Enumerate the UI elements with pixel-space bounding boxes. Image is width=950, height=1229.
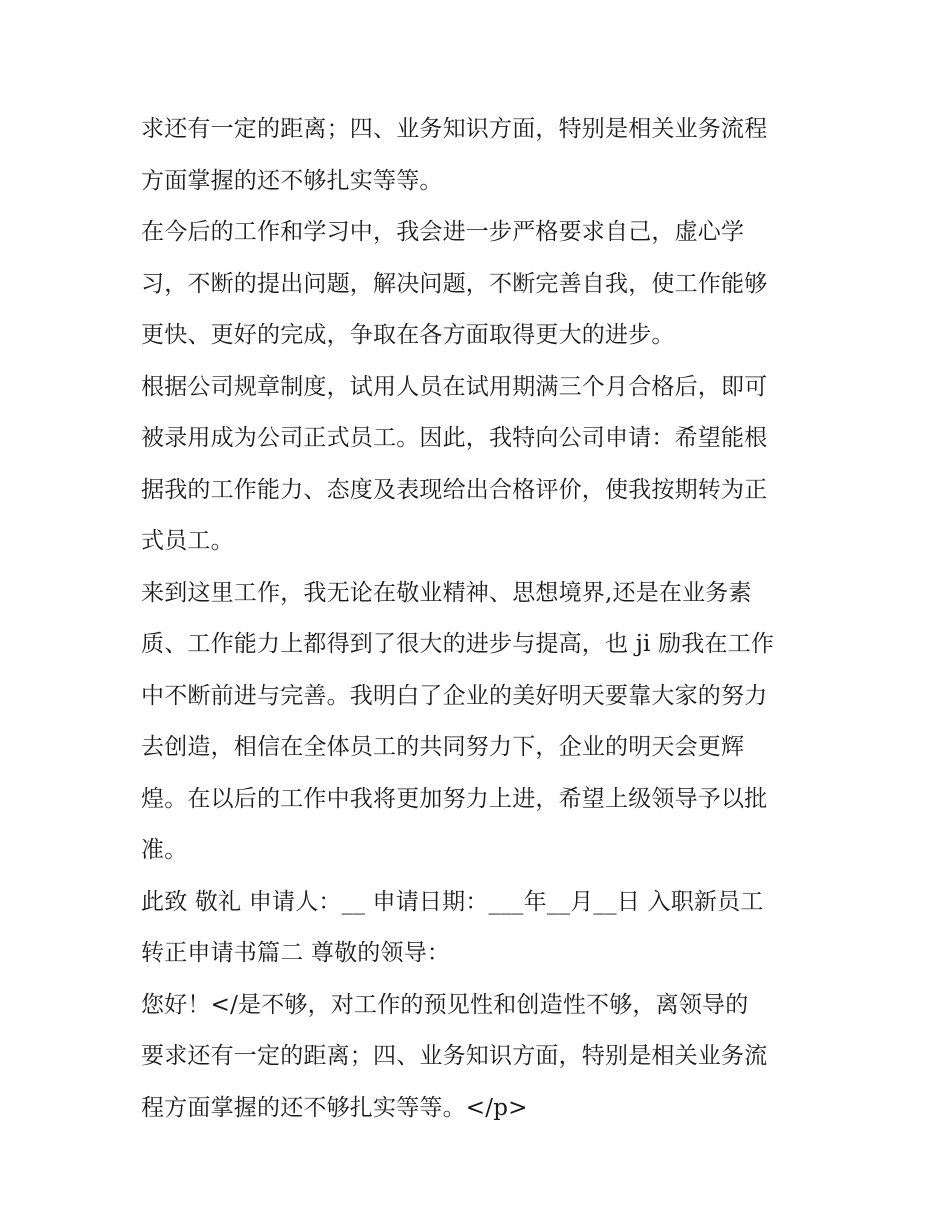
text-line: 去创造，相信在全体员工的共同努力下，企业的明天会更辉 bbox=[141, 734, 745, 760]
text-line: 要求还有一定的距离；四、业务知识方面，特别是相关业务流 bbox=[141, 1043, 768, 1069]
text-line: 煌。在以后的工作中我将更加努力上进，希望上级领导予以批 bbox=[141, 785, 768, 812]
text-line: 习，不断的提出问题，解决问题，不断完善自我，使工作能够 bbox=[141, 270, 768, 297]
document-body bbox=[141, 104, 821, 1134]
text-line: 此致 敬礼 申请人：__ 申请日期：___年__月__日 入职新员工 bbox=[141, 888, 764, 915]
text-line: 在今后的工作和学习中，我会进一步严格要求自己，虚心学 bbox=[141, 219, 745, 245]
text-line: 质、工作能力上都得到了很大的进步与提高，也 ji 励我在工作 bbox=[141, 631, 775, 657]
text-line: 被录用成为公司正式员工。因此，我特向公司申请：希望能根 bbox=[141, 425, 768, 451]
text-line: 根据公司规章制度，试用人员在试用期满三个月合格后，即可 bbox=[141, 373, 768, 400]
text-line: 程方面掌握的还不够扎实等等。</p> bbox=[141, 1094, 528, 1121]
text-line: 准。 bbox=[141, 837, 188, 863]
text-line: 式员工。 bbox=[141, 528, 234, 554]
text-line: 来到这里工作，我无论在敬业精神、思想境界,还是在业务素 bbox=[141, 579, 752, 606]
text-line: 更快、更好的完成，争取在各方面取得更大的进步。 bbox=[141, 322, 675, 348]
text-line: 方面掌握的还不够扎实等等。 bbox=[141, 167, 443, 194]
text-line: 您好！</是不够，对工作的预见性和创造性不够，离领导的 bbox=[141, 991, 749, 1018]
text-line: 中不断前进与完善。我明白了企业的美好明天要靠大家的努力 bbox=[141, 682, 768, 709]
text-line: 据我的工作能力、态度及表现给出合格评价，使我按期转为正 bbox=[141, 476, 768, 503]
text-line: 求还有一定的距离；四、业务知识方面，特别是相关业务流程 bbox=[141, 116, 768, 142]
text-line: 转正申请书篇二 尊敬的领导： bbox=[141, 940, 451, 966]
